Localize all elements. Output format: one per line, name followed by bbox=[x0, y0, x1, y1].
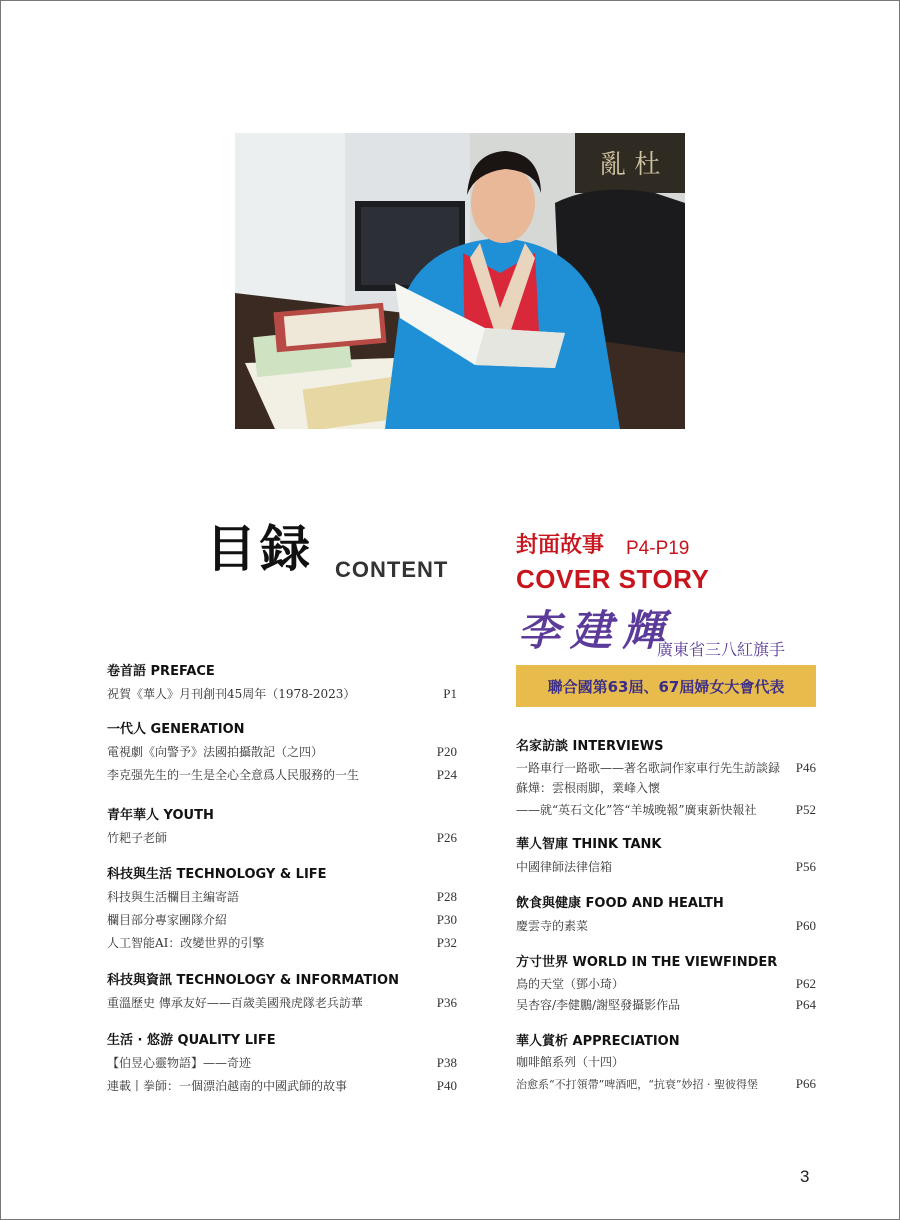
cover-person-name: 李建輝 bbox=[518, 606, 675, 655]
section-heading: 一代人 GENERATION bbox=[107, 722, 245, 737]
cover-photo bbox=[235, 133, 685, 429]
page-number: 3 bbox=[800, 1167, 810, 1186]
toc-section-think-tank bbox=[516, 835, 816, 894]
section-heading: 飲食與健康 FOOD AND HEALTH bbox=[516, 896, 724, 911]
toc-entry[interactable]: 連載丨拳師：一個漂泊越南的中國武師的故事 P40 bbox=[107, 1078, 457, 1093]
toc-section-technology-information bbox=[107, 971, 457, 1031]
toc-section-generation bbox=[107, 720, 457, 806]
cover-banner-text: 聯合國第63屆、67屆婦女大會代表 bbox=[547, 677, 785, 696]
toc-entry[interactable]: 咖啡館系列（十四） bbox=[516, 1055, 625, 1069]
toc-entry[interactable]: 一路車行一路歌——著名歌詞作家車行先生訪談録 P46 bbox=[516, 760, 816, 775]
toc-entry[interactable]: 重溫歷史 傳承友好——百歲美國飛虎隊老兵訪華 P36 bbox=[107, 995, 457, 1010]
toc-section-food-health bbox=[516, 894, 816, 953]
toc-section-interviews bbox=[516, 737, 816, 835]
cover-story-label-en: COVER STORY bbox=[516, 564, 710, 594]
section-heading: 科技與資訊 TECHNOLOGY & INFORMATION bbox=[107, 973, 399, 988]
toc-section-technology-life bbox=[107, 865, 457, 971]
section-heading: 方寸世界 WORLD IN THE VIEWFINDER bbox=[516, 955, 778, 970]
toc-entry[interactable]: 人工智能AI：改變世界的引擎 P32 bbox=[107, 935, 457, 950]
cover-story-pages: P4-P19 bbox=[626, 538, 690, 559]
toc-section-youth bbox=[107, 806, 457, 865]
toc-entry[interactable]: 竹耙子老師 P26 bbox=[107, 830, 457, 845]
section-heading: 華人賞析 APPRECIATION bbox=[516, 1034, 680, 1049]
toc-entry[interactable]: 李克强先生的一生是全心全意爲人民服務的一生 P24 bbox=[107, 767, 457, 782]
toc-section-preface bbox=[107, 662, 457, 720]
toc-entry[interactable]: 祝賀《華人》月刊創刊45周年（1978-2023） P1 bbox=[107, 686, 457, 701]
toc-entry[interactable]: 慶雲寺的素菜 P60 bbox=[516, 918, 816, 933]
toc-entry[interactable]: 蘇燁：雲根雨脚，業峰入懷 bbox=[516, 781, 661, 795]
toc-entry[interactable]: 【伯昱心靈物語】——奇迹 P38 bbox=[107, 1055, 457, 1070]
cover-banner bbox=[516, 665, 816, 707]
section-heading: 生活 · 悠游 QUALITY LIFE bbox=[107, 1033, 276, 1048]
toc-section-viewfinder bbox=[516, 953, 816, 1032]
toc-entry[interactable]: ——就“英石文化”答“羊城晚報”廣東新快報社 P52 bbox=[516, 802, 816, 817]
contents-title-cn: 目録 bbox=[206, 520, 314, 578]
section-heading: 華人智庫 THINK TANK bbox=[516, 837, 662, 852]
cover-person-title: 廣東省三八紅旗手 bbox=[657, 640, 786, 659]
section-heading: 卷首語 PREFACE bbox=[107, 664, 215, 679]
toc-entry[interactable]: 鳥的天堂（鄧小琦） P62 bbox=[516, 976, 816, 991]
contents-title-en: CONTENT bbox=[335, 557, 449, 582]
cover-story-label-cn: 封面故事 bbox=[516, 533, 605, 558]
section-heading: 名家訪談 INTERVIEWS bbox=[516, 739, 664, 754]
section-heading: 科技與生活 TECHNOLOGY & LIFE bbox=[107, 867, 327, 882]
toc-entry[interactable]: 中國律師法律信箱 P56 bbox=[516, 859, 816, 874]
toc-entry[interactable]: 欄目部分專家團隊介紹 P30 bbox=[107, 912, 457, 927]
toc-entry[interactable]: 科技與生活欄目主編寄語 P28 bbox=[107, 889, 457, 904]
toc-entry[interactable]: 治愈系“不打領帶”啤酒吧，“抗衰”妙招 · 聖彼得堡 P66 bbox=[516, 1076, 816, 1091]
svg-text:亂 杜: 亂 杜 bbox=[600, 150, 661, 180]
toc-right-column bbox=[516, 737, 816, 1094]
section-heading: 青年華人 YOUTH bbox=[107, 808, 214, 823]
toc-entry[interactable]: 電視劇《向警予》法國拍攝散記（之四） P20 bbox=[107, 744, 457, 759]
toc-left-column bbox=[107, 662, 457, 1097]
toc-section-quality-life bbox=[107, 1031, 457, 1097]
toc-entry[interactable]: 吴杏容/李健鵬/謝堅發攝影作品 P64 bbox=[516, 997, 816, 1012]
toc-section-appreciation bbox=[516, 1032, 816, 1094]
